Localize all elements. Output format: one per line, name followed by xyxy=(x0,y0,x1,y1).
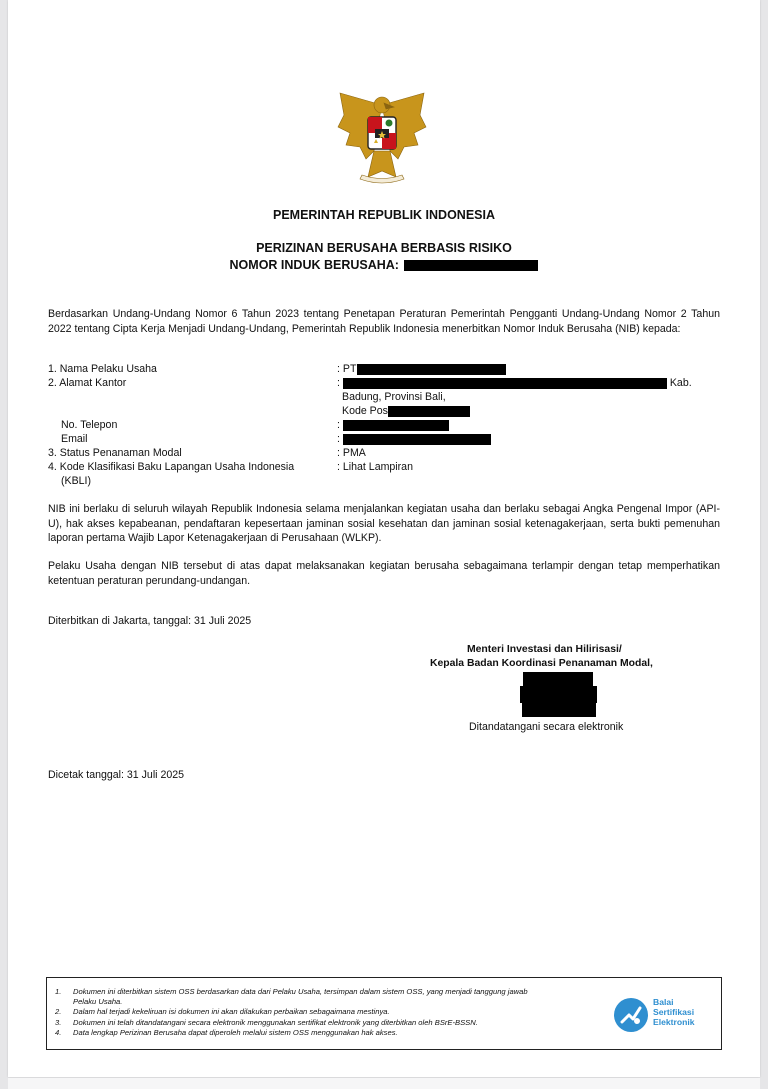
nib-label: NOMOR INDUK BERUSAHA: xyxy=(229,258,399,272)
field-colon-alamat: : xyxy=(337,377,340,389)
body-paragraph-2: Pelaku Usaha dengan NIB tersebut di atas dapat melaksanakan kegiatan berusaha sebagaimana terlampir dengan tetap memperhatikan ketentuan peraturan perundang-undangan. xyxy=(48,560,720,587)
footer-note-text: Dalam hal terjadi kekeliruan isi dokumen ini akan dilakukan perbaikan sebagaimana mestinya. xyxy=(73,1007,390,1017)
footer-note xyxy=(55,1028,615,1038)
printed-date: Dicetak tanggal: 31 Juli 2025 xyxy=(48,769,185,781)
bsre-logo-icon xyxy=(613,997,649,1033)
field-value-email xyxy=(337,432,491,446)
next-page-edge xyxy=(8,1078,760,1089)
issued-date: Diterbitkan di Jakarta, tanggal: 31 Juli 2025 xyxy=(48,615,252,627)
footer-notes-list xyxy=(55,987,615,1038)
footer-note xyxy=(55,1007,615,1017)
footer-note-text: Data lengkap Perizinan Berusaha dapat diperoleh melalui sistem OSS menggunakan hak akses. xyxy=(73,1027,398,1037)
footer-note xyxy=(55,1018,615,1028)
field-label-nama: 1. Nama Pelaku Usaha xyxy=(48,363,157,375)
footer-note-number: 4. xyxy=(55,1027,62,1037)
field-colon-email: : xyxy=(337,433,340,445)
field-colon-telepon: : xyxy=(337,419,340,431)
field-label-kodepos: Kode Pos xyxy=(342,405,388,417)
footer-note-number: 1. xyxy=(55,987,62,996)
redacted-email xyxy=(343,434,491,445)
garuda-pancasila-emblem-icon xyxy=(330,85,434,191)
field-value-kbli: : Lihat Lampiran xyxy=(337,461,413,473)
field-label-alamat: 2. Alamat Kantor xyxy=(48,377,127,389)
redacted-signature-2 xyxy=(520,686,597,703)
document-title: PERIZINAN BERUSAHA BERBASIS RISIKO xyxy=(256,241,512,255)
redacted-nib xyxy=(404,260,538,271)
field-value-alamat xyxy=(337,376,692,390)
field-alamat-kab: Kab. xyxy=(669,377,692,389)
redacted-signature-3 xyxy=(522,703,596,717)
footer-note-text: Dokumen ini diterbitkan sistem OSS berdasarkan data dari Pelaku Usaha, tersimpan dalam sistem OSS, yang menjadi tanggung jawab xyxy=(73,987,528,996)
field-value-nama xyxy=(337,362,506,376)
redacted-postal-code xyxy=(388,406,470,417)
redacted-address xyxy=(343,378,667,389)
government-title: PEMERINTAH REPUBLIK INDONESIA xyxy=(272,208,495,222)
bsre-logo-text xyxy=(653,997,695,1027)
field-alamat-line2: Badung, Provinsi Bali, xyxy=(342,391,446,403)
footer-note xyxy=(55,997,615,1007)
field-label-kbli-2: (KBLI) xyxy=(61,475,92,487)
bsre-line-2: Sertifikasi xyxy=(653,1007,695,1017)
bsre-logo xyxy=(613,995,713,1035)
footer-notes-box xyxy=(46,977,722,1050)
field-prefix-nama: : PT xyxy=(337,363,357,375)
field-label-telepon: No. Telepon xyxy=(61,419,118,431)
footer-note-number: 3. xyxy=(55,1017,62,1027)
intro-paragraph: Berdasarkan Undang-Undang Nomor 6 Tahun 2023 tentang Penetapan Peraturan Pemerintah Pengganti Undang-Undang Nomor 2 Tahun 2022 tentang Cipta Kerja Menjadi Undang-Undang, Pemerintah Republik Indonesia menerbitkan Nomor Induk Berusaha (NIB) kepada: xyxy=(48,308,720,335)
field-label-email: Email xyxy=(61,433,88,445)
field-label-kbli: 4. Kode Klasifikasi Baku Lapangan Usaha Indonesia xyxy=(48,461,295,473)
bsre-line-3: Elektronik xyxy=(653,1017,695,1027)
signatory-title-2: Kepala Badan Koordinasi Penanaman Modal, xyxy=(430,658,653,669)
redacted-phone xyxy=(343,420,449,431)
redacted-company-name xyxy=(357,364,506,375)
signatory-title-1: Menteri Investasi dan Hilirisasi/ xyxy=(467,644,622,655)
field-value-telepon xyxy=(337,418,449,432)
footer-note-number: 2. xyxy=(55,1007,62,1017)
field-label-status: 3. Status Penanaman Modal xyxy=(48,447,182,459)
footer-note-text: Pelaku Usaha. xyxy=(73,997,123,1007)
redacted-signature-1 xyxy=(523,672,593,686)
bsre-line-1: Balai xyxy=(653,997,674,1007)
field-alamat-line3 xyxy=(342,404,470,418)
nib-heading xyxy=(0,258,768,272)
footer-note-number xyxy=(55,997,73,1007)
field-value-status: : PMA xyxy=(337,447,366,459)
footer-note xyxy=(55,987,615,997)
signed-electronically-note: Ditandatangani secara elektronik xyxy=(469,721,624,733)
footer-note-text: Dokumen ini telah ditandatangani secara elektronik menggunakan sertifikat elektronik yang diterbitkan oleh BSrE-BSSN. xyxy=(73,1017,478,1027)
body-paragraph-1: NIB ini berlaku di seluruh wilayah Republik Indonesia selama menjalankan kegiatan usaha dan berlaku sebagai Angka Pengenal Impor (API-U), hak akses kepabeanan, pendaftaran kepesertaan jaminan sosial kesehatan dan jaminan sosial ketenagakerjaan, serta bukti pemenuhan laporan pertama Wajib Lapor Ketenagakerjaan di Perusahaan (WLKP). xyxy=(48,503,720,544)
